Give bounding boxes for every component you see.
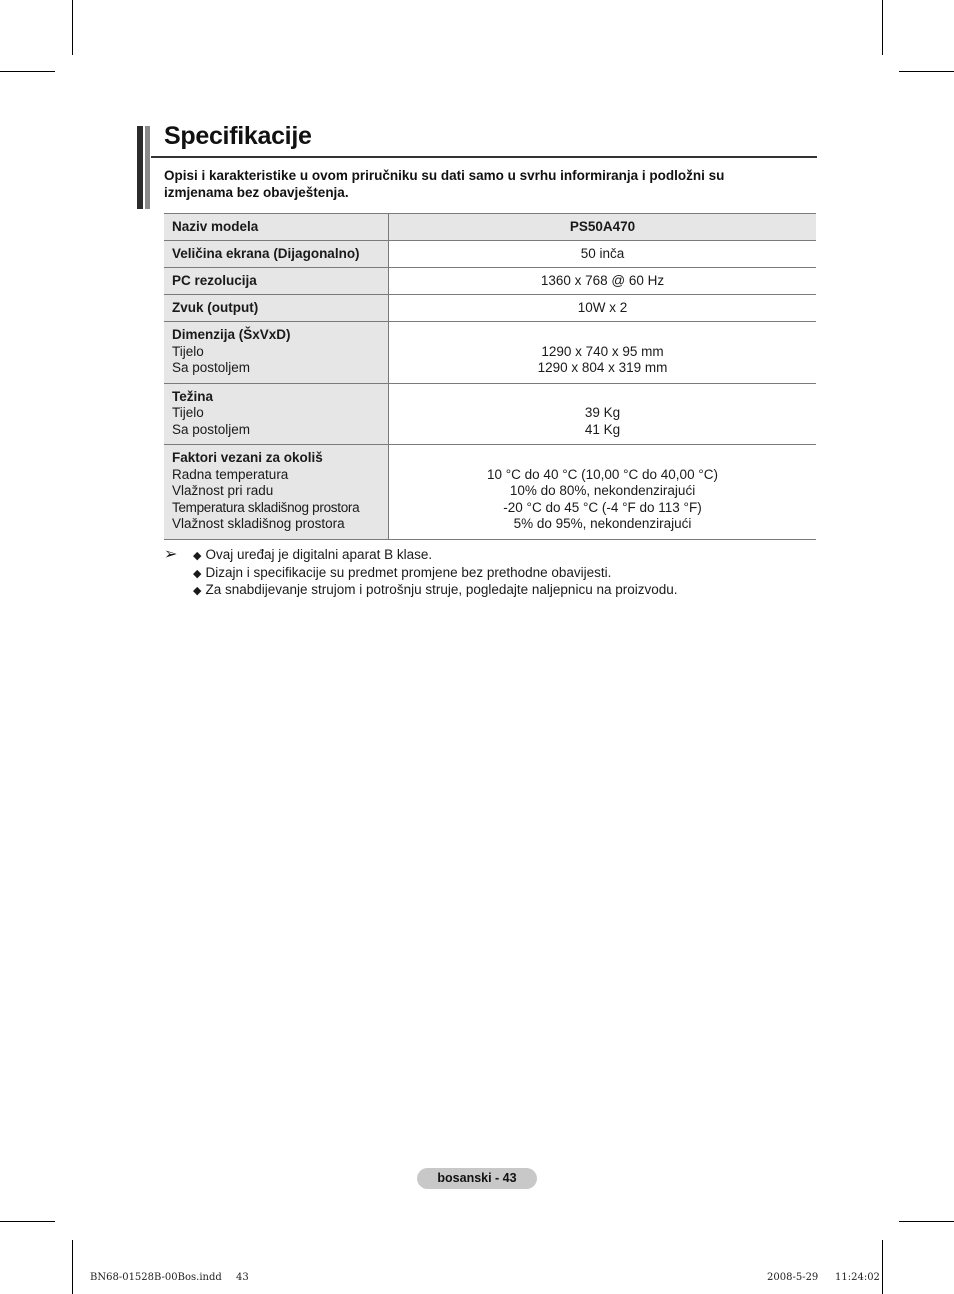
row-sub: Temperatura skladišnog prostora <box>172 499 360 515</box>
table-row-pc <box>164 268 816 295</box>
row-sub: Sa postoljem <box>172 421 251 437</box>
cell-value <box>389 383 817 445</box>
notes-list <box>164 547 678 600</box>
table-row-weight <box>164 383 816 445</box>
cell-label <box>164 383 389 445</box>
cell-value: 1360 x 768 @ 60 Hz <box>389 268 817 295</box>
row-sub: Vlažnost pri radu <box>172 483 274 498</box>
table-row-screen <box>164 241 816 268</box>
title-decoration <box>137 126 151 209</box>
table-row-sound <box>164 295 816 322</box>
list-item: ◆ Dizajn i specifikacije su predmet promjene bez prethodne obavijesti. <box>193 564 612 580</box>
cell-value <box>389 322 817 384</box>
list-item: ◆ Ovaj uređaj je digitalni aparat B klase. <box>193 547 433 562</box>
row-sub: Tijelo <box>172 405 204 420</box>
notes <box>164 547 678 600</box>
cell-label <box>164 322 389 384</box>
row-sub: Radna temperatura <box>172 466 289 482</box>
spec-table <box>164 213 816 540</box>
title-divider <box>151 156 817 158</box>
footer-file: BN68-01528B-00Bos.indd <box>90 1272 222 1283</box>
note-arrow-icon: ➢ <box>164 546 178 563</box>
cell-label: Zvuk (output) <box>164 295 389 322</box>
cell-value: PS50A470 <box>389 214 817 241</box>
value-line: 5% do 95%, nekondenzirajući <box>513 516 692 531</box>
cell-label <box>164 445 389 540</box>
row-sub: Tijelo <box>172 343 204 359</box>
page-number-badge: bosanski - 43 <box>417 1168 537 1189</box>
cell-value: 50 inča <box>389 241 817 268</box>
value-line: 1290 x 740 x 95 mm <box>541 343 664 359</box>
table-row-dimension <box>164 322 816 384</box>
row-sub: Sa postoljem <box>172 360 251 375</box>
page-title: Specifikacije <box>164 122 312 150</box>
footer-page: 43 <box>236 1272 249 1283</box>
crop-mark <box>882 0 883 55</box>
row-title: Težina <box>172 388 214 404</box>
diamond-bullet-icon: ◆ <box>193 567 202 580</box>
crop-mark <box>72 0 73 55</box>
crop-mark <box>72 1240 73 1294</box>
footer-time: 11:24:02 <box>835 1272 880 1283</box>
footer-date: 2008-5-29 <box>767 1272 819 1283</box>
row-sub: Vlažnost skladišnog prostora <box>172 516 345 531</box>
crop-mark <box>899 71 954 72</box>
value-line: 1290 x 804 x 319 mm <box>537 360 668 375</box>
value-line: 10 °C do 40 °C (10,00 °C do 40,00 °C) <box>487 466 718 482</box>
diamond-bullet-icon: ◆ <box>193 550 202 562</box>
crop-mark <box>899 1221 954 1222</box>
list-item: ◆ Za snabdijevanje strujom i potrošnju struje, pogledajte naljepnicu na proizvodu. <box>193 582 678 597</box>
value-line: 39 Kg <box>584 405 621 420</box>
crop-mark <box>882 1240 883 1294</box>
row-title: Faktori vezani za okoliš <box>172 450 323 465</box>
cell-value: 10W x 2 <box>389 295 817 322</box>
cell-label: PC rezolucija <box>164 268 389 295</box>
intro-text: Opisi i karakteristike u ovom priručniku su dati samo u svrhu informiranja i podložni su izmjenama bez obavještenja. <box>164 168 725 200</box>
cell-label: Naziv modela <box>164 214 389 241</box>
table-row-environment <box>164 445 816 540</box>
cell-value <box>389 445 817 540</box>
crop-mark <box>0 1221 55 1222</box>
cell-label: Veličina ekrana (Dijagonalno) <box>164 241 389 268</box>
row-title: Dimenzija (ŠxVxD) <box>172 327 291 342</box>
table-row-model <box>164 214 816 241</box>
diamond-bullet-icon: ◆ <box>193 585 202 597</box>
crop-mark <box>0 71 55 72</box>
value-line: -20 °C do 45 °C (-4 °F do 113 °F) <box>503 499 702 515</box>
value-line: 10% do 80%, nekondenzirajući <box>509 483 696 498</box>
value-line: 41 Kg <box>584 421 621 437</box>
